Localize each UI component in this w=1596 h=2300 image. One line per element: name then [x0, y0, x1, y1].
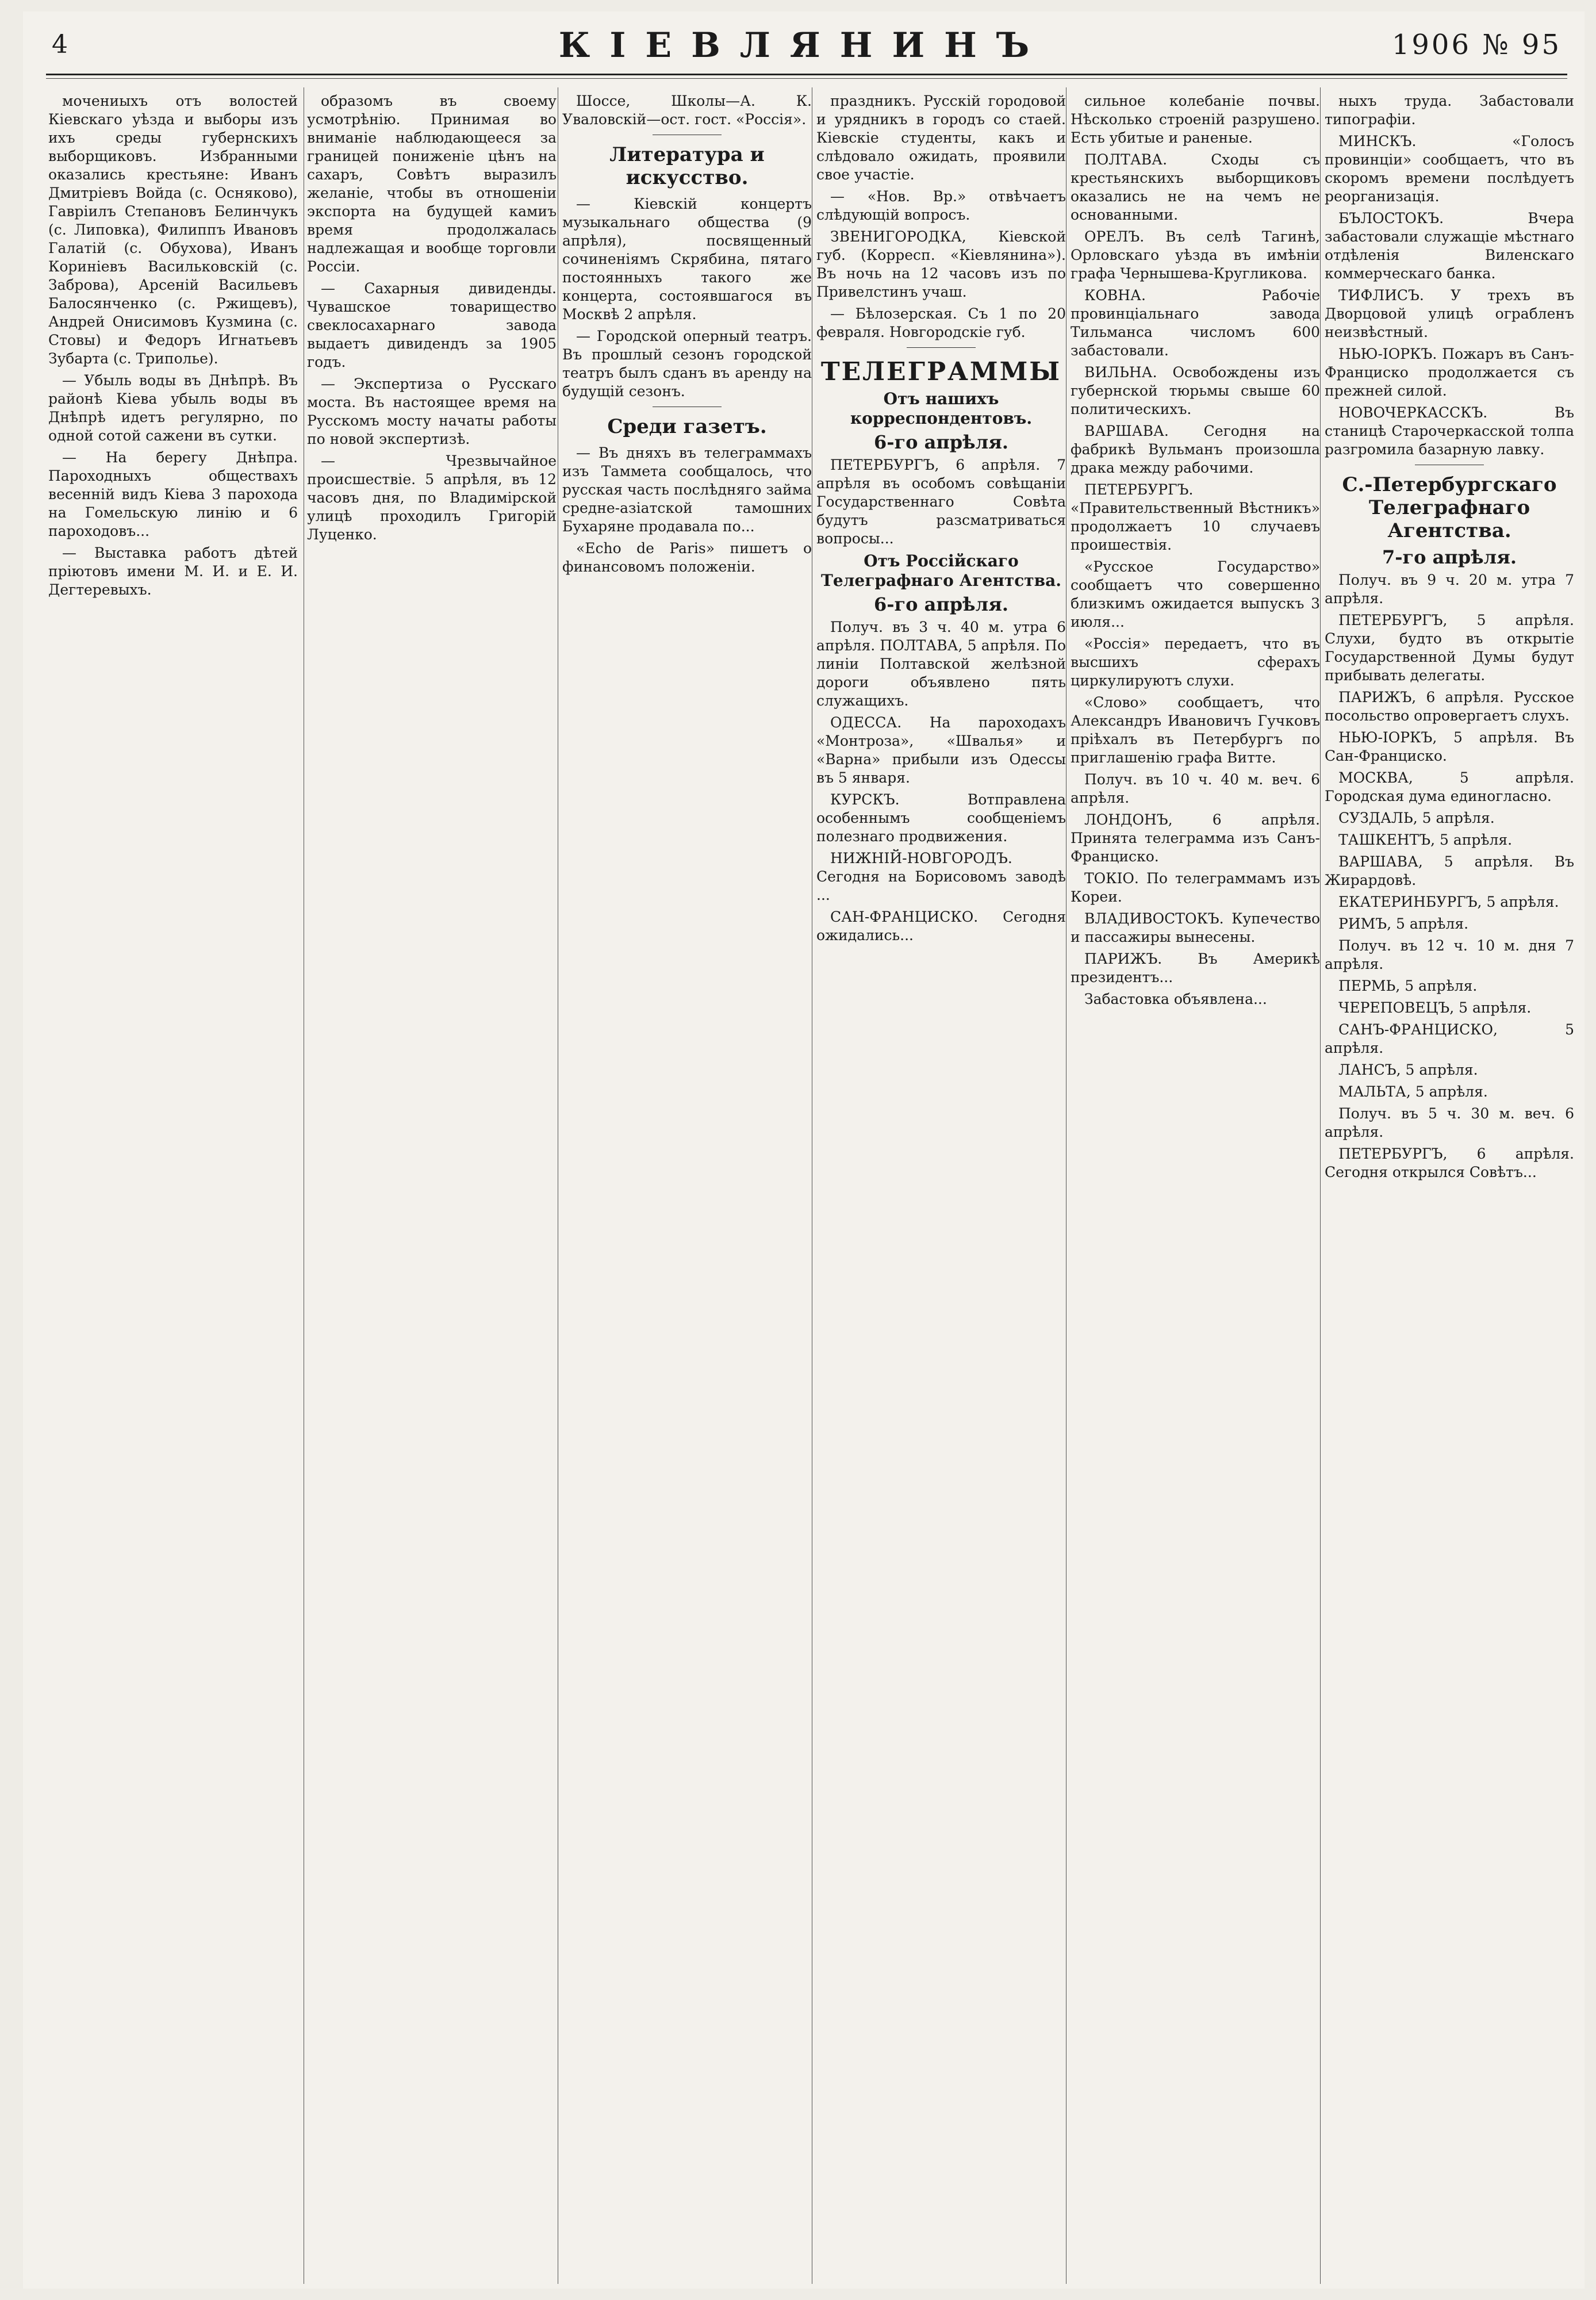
article-paragraph: — Выставка работъ дѣтей пріютовъ имени М. И. и Е. И. Дегтеревыхъ.: [48, 545, 298, 598]
column-1: [48, 92, 298, 2277]
article-paragraph: — Въ дняхъ въ телеграммахъ изъ Таммета сообщалось, что русская часть послѣдняго займа средне-азіатской тамошних Бухаряне продавала по...: [562, 444, 812, 535]
article-paragraph: Получ. въ 5 ч. 30 м. веч. 6 апрѣля.: [1325, 1105, 1574, 1140]
masthead: [23, 12, 1585, 75]
column-3: [562, 92, 812, 2277]
article-paragraph: ЛОНДОНЪ, 6 апрѣля. Принята телеграмма изъ Санъ-Франциско.: [1071, 811, 1320, 865]
article-paragraph: — Убыль воды въ Днѣпрѣ. Въ районѣ Кіева убыль воды въ Днѣпрѣ идетъ регулярно, по одной сотой сажени въ сутки.: [48, 372, 298, 444]
telegrams-title: ТЕЛЕГРАММЫ: [820, 357, 1062, 386]
article-paragraph: ПЕТЕРБУРГЪ. «Правительственный Вѣстникъ» продолжаетъ 10 случаевъ проишествія.: [1071, 481, 1320, 553]
header-rule: [46, 74, 1567, 75]
article-paragraph: НЬЮ-ІОРКЪ. Пожаръ въ Санъ-Франциско продолжается съ прежней силой.: [1325, 346, 1574, 399]
article-paragraph: МИНСКЪ. «Голосъ провинціи» сообщаетъ, что въ скоромъ времени послѣдуетъ реорганизація.: [1325, 133, 1574, 205]
article-paragraph: МОСКВА, 5 апрѣля. Городская дума единогласно.: [1325, 769, 1574, 804]
date-heading: 6-го апрѣля.: [873, 593, 1008, 615]
article-paragraph: ПОЛТАВА. Сходы съ крестьянскихъ выборщиковъ оказались не на чемъ не основанными.: [1071, 151, 1320, 223]
article-paragraph: САНЪ-ФРАНЦИСКО, 5 апрѣля.: [1325, 1021, 1574, 1056]
article-paragraph: «Россія» передаетъ, что въ высшихъ сферахъ циркулируютъ слухи.: [1071, 635, 1320, 689]
article-paragraph: РИМЪ, 5 апрѣля.: [1338, 915, 1469, 932]
article-paragraph: сильное колебаніе почвы. Нѣсколько строеній разрушено. Есть убитые и раненые.: [1071, 93, 1320, 146]
article-paragraph: СУЗДАЛЬ, 5 апрѣля.: [1338, 810, 1495, 826]
article-paragraph: НИЖНІЙ-НОВГОРОДЪ. Сегодня на Борисовомъ заводѣ ...: [816, 850, 1066, 903]
article-paragraph: БЪЛОСТОКЪ. Вчера забастовали служащіе мѣстнаго отдѣленія Виленскаго коммерческаго банка.: [1325, 210, 1574, 282]
column-5: [1071, 92, 1320, 2277]
date-heading: 6-го апрѣля.: [873, 431, 1008, 453]
telegrams-subtitle: Отъ нашихъ корреспондентовъ.: [850, 389, 1033, 428]
article-paragraph: — «Нов. Вр.» отвѣчаетъ слѣдующій вопросъ.: [816, 188, 1066, 223]
article-paragraph: ТИФЛИСЪ. У трехъ въ Дворцовой улицѣ ограбленъ неизвѣстный.: [1325, 287, 1574, 340]
article-paragraph: ОДЕССА. На пароходахъ «Монтроза», «Швалья» и «Варна» прибыли изъ Одессы въ 5 января.: [816, 714, 1066, 786]
issue-number: 1906 № 95: [1391, 29, 1562, 61]
article-paragraph: ныхъ труда. Забастовали типографіи.: [1325, 93, 1574, 128]
header-rule-thin: [46, 78, 1567, 79]
article-paragraph: ЧЕРЕПОВЕЦЪ, 5 апрѣля.: [1338, 999, 1532, 1016]
newspaper-page: [23, 12, 1585, 2288]
agency-subtitle: Отъ Россійскаго Телеграфнаго Агентства.: [821, 551, 1061, 590]
article-paragraph: ПАРИЖЪ, 6 апрѣля. Русское посольство опровергаетъ слухъ.: [1325, 689, 1574, 724]
article-paragraph: «Русское Государство» сообщаетъ что совершенно близкимъ ожидается выпускъ 3 июля...: [1071, 558, 1320, 630]
article-paragraph: Получ. въ 10 ч. 40 м. веч. 6 апрѣля.: [1071, 771, 1320, 806]
article-paragraph: — Кіевскій концертъ музыкальнаго общества (9 апрѣля), посвященный сочиненіямъ Скрябина, пятаго постоянныхъ такого же концерта, состоявшагося въ Москвѣ 2 апрѣля.: [562, 195, 812, 323]
column-divider: [1320, 87, 1321, 2284]
article-paragraph: «Echo de Paris» пишетъ о финансовомъ положеніи.: [562, 540, 812, 575]
article-paragraph: мочениыхъ отъ волостей Кіевскаго уѣзда и выборы изъ ихъ среды губернскихъ выборщиковъ. Избранными оказались крестьяне: Иванъ Дмитріевъ Войда (с. Осняково), Гавріилъ Степановъ Белинчукъ (с. Липовка), Филиппъ Ивановъ Галатій (с. Обухова), Иванъ Кориніевъ Васильковскій (с. Заброва), Арсеній Васильевъ Балосянченко (с. Ржищевъ), Андрей Онисимовъ Кузмина (с. Стовы) и Федоръ Игнатьевъ Зубарта (с. Триполье).: [48, 93, 298, 367]
article-paragraph: ВИЛЬНА. Освобождены изъ губернской тюрьмы свыше 60 политическихъ.: [1071, 364, 1320, 417]
article-paragraph: — На берегу Днѣпра. Пароходныхъ обществахъ весенній видъ Кіева 3 парохода на Гомельскую линію и 6 пароходовъ...: [48, 449, 298, 539]
article-paragraph: ПАРИЖЪ. Въ Америкѣ президентъ...: [1071, 950, 1320, 986]
article-paragraph: — Бѣлозерская. Съ 1 по 20 февраля. Новгородскіе губ.: [816, 305, 1066, 340]
article-paragraph: образомъ въ своему усмотрѣнію. Принимая во вниманіе наблюдающееся за границей пониженіе цѣнъ на сахаръ, Совѣтъ выразилъ желаніе, чтобы въ отношеніи экспорта на будущей камиъ время продолжалась надлежащая и вообще торговли Россіи.: [307, 93, 557, 275]
paper-title: КІЕВЛЯНИНЪ: [558, 25, 1049, 66]
column-2: [307, 92, 557, 2277]
article-paragraph: ЕКАТЕРИНБУРГЪ, 5 апрѣля.: [1338, 894, 1559, 910]
article-paragraph: ВЛАДИВОСТОКЪ. Купечество и пассажиры вынесены.: [1071, 910, 1320, 945]
article-paragraph: НЬЮ-ІОРКЪ, 5 апрѣля. Въ Сан-Франциско.: [1325, 729, 1574, 764]
article-paragraph: ПЕТЕРБУРГЪ, 5 апрѣля. Слухи, будто въ открытіе Государственной Думы будут прибывать делегаты.: [1325, 612, 1574, 684]
article-paragraph: КУРСКЪ. Вотправлена особеннымъ сообщеніемъ полезнаго продвижения.: [816, 791, 1066, 845]
date-heading: 7-го апрѣля.: [1382, 546, 1517, 568]
agency-title: С.-Петербургскаго Телеграфнаго Агентства.: [1342, 473, 1557, 542]
article-paragraph: — Городской оперный театръ. Въ прошлый сезонъ городской театръ былъ сданъ въ аренду на будущій сезонъ.: [562, 328, 812, 400]
article-paragraph: ПЕРМЬ, 5 апрѣля.: [1338, 977, 1478, 994]
article-paragraph: САН-ФРАНЦИСКО. Сегодня ожидались...: [816, 908, 1066, 944]
article-paragraph: Получ. въ 12 ч. 10 м. дня 7 апрѣля.: [1325, 937, 1574, 972]
article-paragraph: — Экспертиза о Русскаго моста. Въ настоящее время на Русскомъ мосту начаты работы по новой экспертизѣ.: [307, 375, 557, 447]
article-paragraph: ВАРШАВА, 5 апрѣля. Въ Жирардовѣ.: [1325, 853, 1574, 888]
article-paragraph: ОРЕЛЪ. Въ селѣ Тагинѣ, Орловскаго уѣзда въ имѣніи графа Чернышева-Кругликова.: [1071, 228, 1320, 282]
article-paragraph: — Сахарныя дивиденды. Чувашское товарищество свеклосахарнаго завода выдаетъ дивидендъ за 1905 годъ.: [307, 280, 557, 370]
article-paragraph: НОВОЧЕРКАССКЪ. Въ станицѣ Старочеркасской толпа разгромила базарную лавку.: [1325, 404, 1574, 458]
column-6: [1325, 92, 1574, 2277]
column-4: [816, 92, 1066, 2277]
article-paragraph: — Чрезвычайное происшествіе. 5 апрѣля, въ 12 часовъ дня, по Владимірской улицѣ проходилъ Григорій Луценко.: [307, 453, 557, 543]
section-rule: [907, 347, 976, 348]
article-paragraph: ТАШКЕНТЪ, 5 апрѣля.: [1338, 831, 1513, 848]
article-paragraph: Забастовка объявлена...: [1084, 991, 1267, 1007]
article-paragraph: ПЕТЕРБУРГЪ, 6 апрѣля. 7 апрѣля въ особомъ совѣщаніи Государственнаго Совѣта будутъ разсматриваться вопросы...: [816, 457, 1066, 547]
article-paragraph: «Слово» сообщаетъ, что Александръ Ивановичъ Гучковъ пріѣхалъ въ Петербургъ по приглашенію графа Витте.: [1071, 694, 1320, 766]
article-paragraph: Получ. въ 9 ч. 20 м. утра 7 апрѣля.: [1325, 572, 1574, 607]
article-paragraph: ТОКІО. По телеграммамъ изъ Кореи.: [1071, 870, 1320, 905]
article-paragraph: ЛАНСЪ, 5 апрѣля.: [1338, 1061, 1478, 1078]
article-paragraph: праздникъ. Русскій городовой и урядникъ в городъ со стаей. Кіевскіе студенты, какъ и слѣдовало ожидать, проявили свое участіе.: [816, 93, 1066, 183]
article-paragraph: КОВНА. Рабочіе провинціальнаго завода Тильманса числомъ 600 забастовали.: [1071, 287, 1320, 359]
article-paragraph: Получ. въ 3 ч. 40 м. утра 6 апрѣля. ПОЛТАВА, 5 апрѣля. По линіи Полтавской желѣзной дороги объявлено пять служащихъ.: [816, 619, 1066, 709]
article-paragraph: ПЕТЕРБУРГЪ, 6 апрѣля. Сегодня открылся Совѣтъ...: [1325, 1145, 1574, 1180]
section-title-newspapers: Среди газетъ.: [607, 415, 767, 438]
section-title-literature: Литература и искусство.: [609, 143, 765, 189]
article-paragraph: Шоссе, Школы—А. К. Уваловскій—ост. гост. «Россія».: [562, 93, 812, 128]
article-paragraph: ВАРШАВА. Сегодня на фабрикѣ Вульманъ произошла драка между рабочими.: [1071, 423, 1320, 476]
article-paragraph: ЗВЕНИГОРОДКА, Кіевской губ. (Корресп. «Кіевлянина»). Въ ночь на 12 часовъ изъ по Привелстинъ учаш.: [816, 228, 1066, 300]
page-number: 4: [52, 30, 68, 59]
article-paragraph: МАЛЬТА, 5 апрѣля.: [1338, 1083, 1488, 1100]
